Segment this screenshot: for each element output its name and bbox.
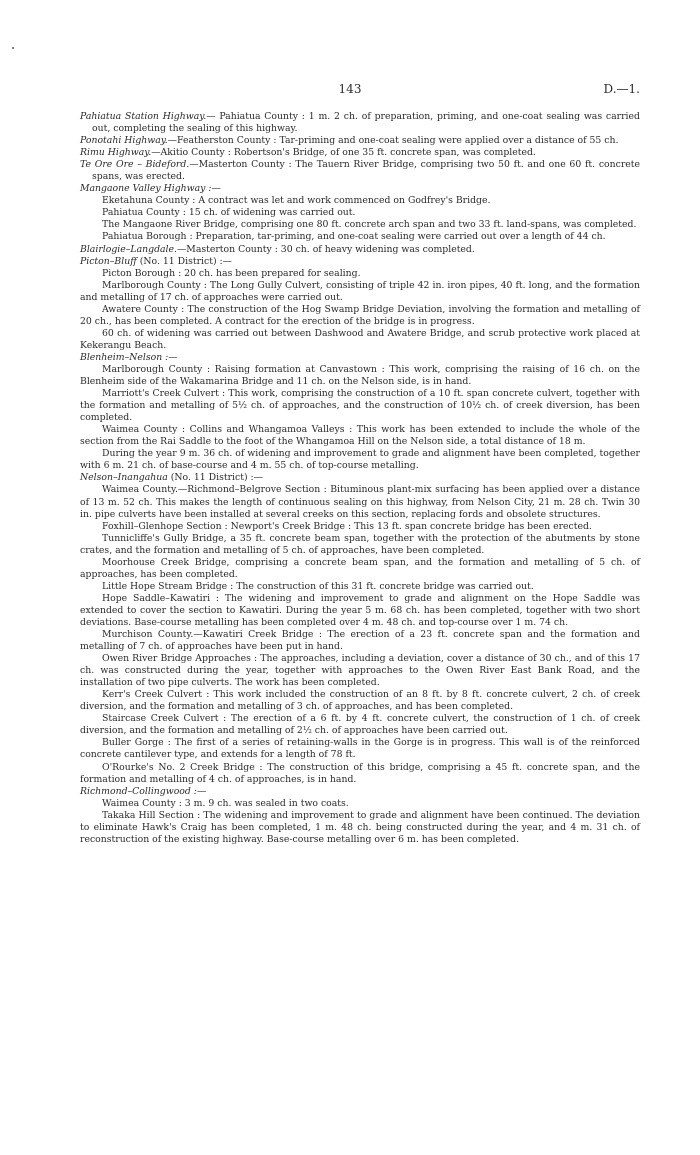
paragraph: Buller Gorge : The first of a series of retaining-walls in the Gorge is in progress. This wall is of the reinforced concrete cantilever type, and extends for a length of 78 ft.: [80, 737, 640, 761]
section-entry: [80, 147, 640, 159]
section-entry: [80, 183, 640, 195]
page-number: 143: [338, 82, 362, 96]
page-reference: D.—1.: [603, 82, 640, 96]
entry-text: —: [211, 183, 221, 195]
paragraph: Kerr's Creek Culvert : This work included the construction of an 8 ft. by 8 ft. concrete culvert, 2 ch. of creek diversion, and the formation and metalling of 3 ch. of approaches, and has been completed.: [80, 689, 640, 713]
entry-heading: Nelson–Inangahua: [80, 472, 168, 484]
paragraph: Hope Saddle–Kawatiri : The widening and improvement to grade and alignment on the Hope Saddle was extended to cover the section to Kawatiri. During the year 5 m. 68 ch. has been completed, together with two short deviations. Base-course metalling has been completed over 4 m. 48 ch. and top-course over 1 m. 74 ch.: [80, 592, 640, 628]
paragraph: Eketahuna County : A contract was let and work commenced on Godfrey's Bridge.: [102, 195, 491, 207]
entry-text: —: [168, 351, 178, 363]
section-entry: [80, 472, 640, 484]
paragraph: Waimea County : Collins and Whangamoa Valleys : This work has been extended to include the whole of the section from the Rai Saddle to the foot of the Whangamoa Hill on the Nelson side, a total distance of 18 m.: [80, 424, 640, 448]
paragraph: The Mangaone River Bridge, comprising one 80 ft. concrete arch span and two 33 ft. land-spans, was completed.: [102, 219, 637, 231]
section-entry: [80, 244, 640, 256]
paragraph: Waimea County : 3 m. 9 ch. was sealed in two coats.: [102, 797, 349, 809]
section-entry: [80, 256, 640, 268]
paragraph: Pahiatua County : 15 ch. of widening was carried out.: [102, 207, 356, 219]
paragraph: Murchison County.—Kawatiri Creek Bridge : The erection of a 23 ft. concrete span and the formation and metalling of 7 ch. of approaches have been put in hand.: [80, 629, 640, 653]
paragraph: Marlborough County : Raising formation at Canvastown : This work, comprising the raising of 16 ch. on the Blenheim side of the Wakamarina Bridge and 11 ch. on the Nelson side, is in hand.: [80, 363, 640, 388]
section-entry: [80, 352, 640, 364]
paragraph: During the year 9 m. 36 ch. of widening and improvement to grade and alignment have been completed, together with 6 m. 21 ch. of base-course and 4 m. 55 ch. of top-course metalling.: [80, 448, 640, 472]
entry-heading: Richmond–Collingwood :: [80, 785, 197, 797]
paragraph: Pahiatua Borough : Preparation, tar-priming, and one-coat sealing were carried out over a length of 44 ch.: [102, 231, 606, 243]
paragraph: Awatere County : The construction of the Hog Swamp Bridge Deviation, involving the formation and metalling of 20 ch., has been completed. A contract for the erection of the bridge is in progress.: [80, 303, 640, 327]
paragraph: Waimea County.—Richmond–Belgrove Section : Bituminous plant-mix surfacing has been applied over a distance of 13 m. 52 ch. This makes the length of continuous sealing on this highway, from Nelson City, 21 m. 28 ch. Twin 30 in. pipe culverts have been installed at several creeks on this section, replacing fords and obsolete structures.: [80, 484, 640, 520]
entry-heading: Rimu Highway.: [80, 147, 152, 159]
section-entry: [80, 111, 640, 135]
entry-heading: Ponotahi Highway.: [80, 135, 168, 147]
entry-heading: Picton–Bluff: [80, 255, 137, 267]
entry-text: —Masterton County : The Tauern River Bridge, comprising two 50 ft. and one 60 ft. concrete spans, was erected.: [92, 159, 640, 183]
paragraph: Moorhouse Creek Bridge, comprising a concrete beam span, and the formation and metalling of 5 ch. of approaches, has been completed.: [80, 556, 640, 580]
entry-heading: Te Ore Ore – Bideford.: [80, 159, 190, 171]
paragraph: Takaka Hill Section : The widening and improvement to grade and alignment have been continued. The deviation to eliminate Hawk's Craig has been completed, 1 m. 48 ch. being constructed during the year, and 4 m. 31 ch. of reconstruction of the existing highway. Base-course metalling over 6 m. has been completed.: [80, 809, 640, 845]
entry-text: —Masterton County : 30 ch. of heavy widening was completed.: [177, 243, 475, 255]
section-entry: [80, 135, 640, 147]
paragraph: Marlborough County : The Long Gully Culvert, consisting of triple 42 in. iron pipes, 40 ft. long, and the formation and metalling of 17 ch. of approaches were carried out.: [80, 279, 640, 303]
section-entry: [80, 786, 640, 798]
entry-text: —Akitio County : Robertson's Bridge, of one 35 ft. concrete span, was completed.: [151, 147, 536, 159]
entry-text: — Pahiatua County : 1 m. 2 ch. of preparation, priming, and one-coat sealing was carried out, completing the sealing of this highway.: [92, 111, 640, 135]
paragraph: Picton Borough : 20 ch. has been prepared for sealing.: [102, 267, 361, 279]
section-entry: [80, 159, 640, 183]
margin-mark: [12, 47, 14, 49]
entry-text: —Featherston County : Tar-priming and one-coat sealing were applied over a distance of 55 ch.: [167, 135, 619, 147]
paragraph: Marriott's Creek Culvert : This work, comprising the construction of a 10 ft. span concrete culvert, together with the formation and metalling of 5½ ch. of approaches, and the construction of 10½ ch. of creek diversion, has been completed.: [80, 388, 640, 424]
paragraph: Tunnicliffe's Gully Bridge, a 35 ft. concrete beam span, together with the protection of the abutments by stone crates, and the formation and metalling of 5 ch. of approaches, have been completed.: [80, 532, 640, 556]
entry-heading: Blairlogie–Langdale.: [80, 243, 177, 255]
paragraph: Owen River Bridge Approaches : The approaches, including a deviation, cover a distance of 30 ch., and of this 17 ch. was constructed during the year, together with approaches to the Owen River East Bank Road, and the installation of two pipe culverts. The work has been completed.: [80, 653, 640, 689]
entry-heading: Blenheim–Nelson :: [80, 351, 169, 363]
entry-text: (No. 11 District) :—: [167, 472, 263, 484]
paragraph: Little Hope Stream Bridge : The construction of this 31 ft. concrete bridge was carried out.: [102, 580, 534, 592]
paragraph: 60 ch. of widening was carried out between Dashwood and Awatere Bridge, and scrub protective work placed at Kekerangu Beach.: [80, 327, 640, 351]
entry-heading: Pahiatua Station Highway.: [80, 111, 207, 122]
body-text: [80, 111, 640, 846]
entry-heading: Mangaone Valley Highway :: [80, 183, 212, 195]
paragraph: Foxhill–Glenhope Section : Newport's Creek Bridge : This 13 ft. span concrete bridge has been erected.: [102, 520, 592, 532]
entry-text: (No. 11 District) :—: [136, 255, 232, 267]
entry-text: —: [196, 785, 207, 797]
paragraph: Staircase Creek Culvert : The erection of a 6 ft. by 4 ft. concrete culvert, the construction of 1 ch. of creek diversion, and the formation and metalling of 2½ ch. of approaches have been carried out.: [80, 713, 640, 737]
paragraph: O'Rourke's No. 2 Creek Bridge : The construction of this bridge, comprising a 45 ft. concrete span, and the formation and metalling of 4 ch. of approaches, is in hand.: [80, 761, 640, 785]
